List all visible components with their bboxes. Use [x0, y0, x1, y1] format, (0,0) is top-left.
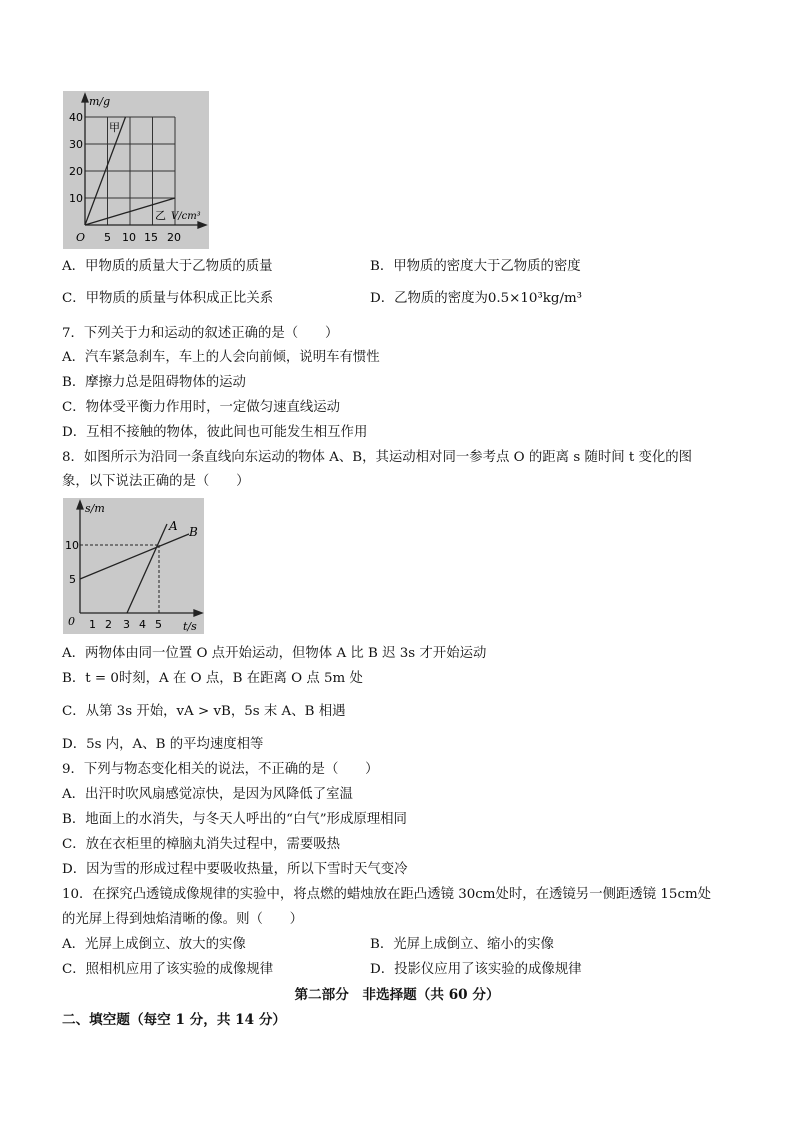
x-tick: 15	[144, 231, 158, 244]
q6-option-d: D．乙物质的密度为0.5×10³kg/m³	[370, 291, 583, 306]
origin-label: O	[76, 231, 86, 244]
mass-volume-graph	[63, 91, 209, 249]
q7-option-b: B．摩擦力总是阻碍物体的运动	[62, 375, 246, 390]
x-tick: 3	[123, 618, 130, 631]
q8-stem-line1: 8．如图所示为沿同一条直线向东运动的物体 A、B，其运动相对同一参考点 O 的距离 s 随时间 t 变化的图	[62, 450, 693, 465]
q10-option-c: C．照相机应用了该实验的成像规律	[62, 962, 274, 977]
q7-option-a: A．汽车紧急刹车，车上的人会向前倾，说明车有惯性	[62, 350, 380, 365]
series-yi-label: 乙	[155, 209, 166, 222]
q7-stem: 7．下列关于力和运动的叙述正确的是（ ）	[62, 326, 339, 341]
q6-option-c: C．甲物质的质量与体积成正比关系	[62, 291, 274, 306]
series-jia-label: 甲	[109, 121, 120, 134]
q8-stem-line2: 象，以下说法正确的是（ ）	[62, 474, 250, 489]
x-axis-label: t/s	[183, 620, 197, 633]
q8-option-a: A．两物体由同一位置 O 点开始运动，但物体 A 比 B 迟 3s 才开始运动	[62, 646, 487, 661]
x-tick: 5	[104, 231, 111, 244]
q8-option-d: D．5s 内，A、B 的平均速度相等	[62, 737, 264, 752]
y-tick: 10	[69, 192, 83, 205]
q6-option-a: A．甲物质的质量大于乙物质的质量	[62, 259, 273, 274]
series-b-label: B	[189, 525, 198, 539]
x-tick: 4	[139, 618, 146, 631]
q7-option-c: C．物体受平衡力作用时，一定做匀速直线运动	[62, 400, 341, 415]
y-axis-label: m/g	[89, 95, 111, 108]
part-two-title: 第二部分 非选择题（共 60 分）	[294, 987, 500, 1003]
series-a-label: A	[169, 519, 178, 533]
q10-option-d: D．投影仪应用了该实验的成像规律	[370, 962, 582, 977]
q9-stem: 9．下列与物态变化相关的说法，不正确的是（ ）	[62, 762, 379, 777]
origin-label: 0	[68, 615, 75, 628]
x-tick: 2	[105, 618, 112, 631]
y-tick: 10	[65, 539, 79, 552]
guide-lines	[80, 545, 159, 613]
y-tick: 20	[69, 165, 83, 178]
q10-stem-line1: 10．在探究凸透镜成像规律的实验中，将点燃的蜡烛放在距凸透镜 30cm处时，在透镜另一侧距透镜 15cm处	[62, 887, 712, 902]
y-tick: 5	[69, 573, 76, 586]
fill-in-section-title: 二、填空题（每空 1 分，共 14 分）	[62, 1012, 287, 1028]
q9-option-a: A．出汗时吹风扇感觉凉快，是因为风降低了室温	[62, 787, 353, 802]
x-tick: 20	[167, 231, 181, 244]
q9-option-b: B．地面上的水消失，与冬天人呼出的“白气”形成原理相同	[62, 812, 407, 827]
y-tick: 30	[69, 138, 83, 151]
q10-stem-line2: 的光屏上得到烛焰清晰的像。则（ ）	[62, 912, 304, 927]
q8-option-b: B．t = 0时刻，A 在 O 点，B 在距离 O 点 5m 处	[62, 671, 363, 686]
q9-option-d: D．因为雪的形成过程中要吸收热量，所以下雪时天气变冷	[62, 862, 408, 877]
y-tick: 40	[69, 111, 83, 124]
y-axis-label: s/m	[85, 502, 105, 515]
series-b-line	[80, 534, 189, 579]
q10-option-a: A．光屏上成倒立、放大的实像	[62, 937, 246, 952]
series-a-line	[127, 524, 167, 613]
q10-option-b: B．光屏上成倒立、缩小的实像	[370, 937, 554, 952]
q9-option-c: C．放在衣柜里的樟脑丸消失过程中，需要吸热	[62, 837, 341, 852]
distance-time-graph	[63, 498, 204, 634]
x-tick: 5	[155, 618, 162, 631]
q8-option-c: C．从第 3s 开始，vA > vB，5s 末 A、B 相遇	[62, 704, 346, 719]
x-tick: 1	[89, 618, 96, 631]
x-tick: 10	[122, 231, 136, 244]
x-axis-label: V/cm³	[171, 211, 201, 222]
q7-option-d: D．互相不接触的物体，彼此间也可能发生相互作用	[62, 425, 368, 440]
q6-option-b: B．甲物质的密度大于乙物质的密度	[370, 259, 581, 274]
